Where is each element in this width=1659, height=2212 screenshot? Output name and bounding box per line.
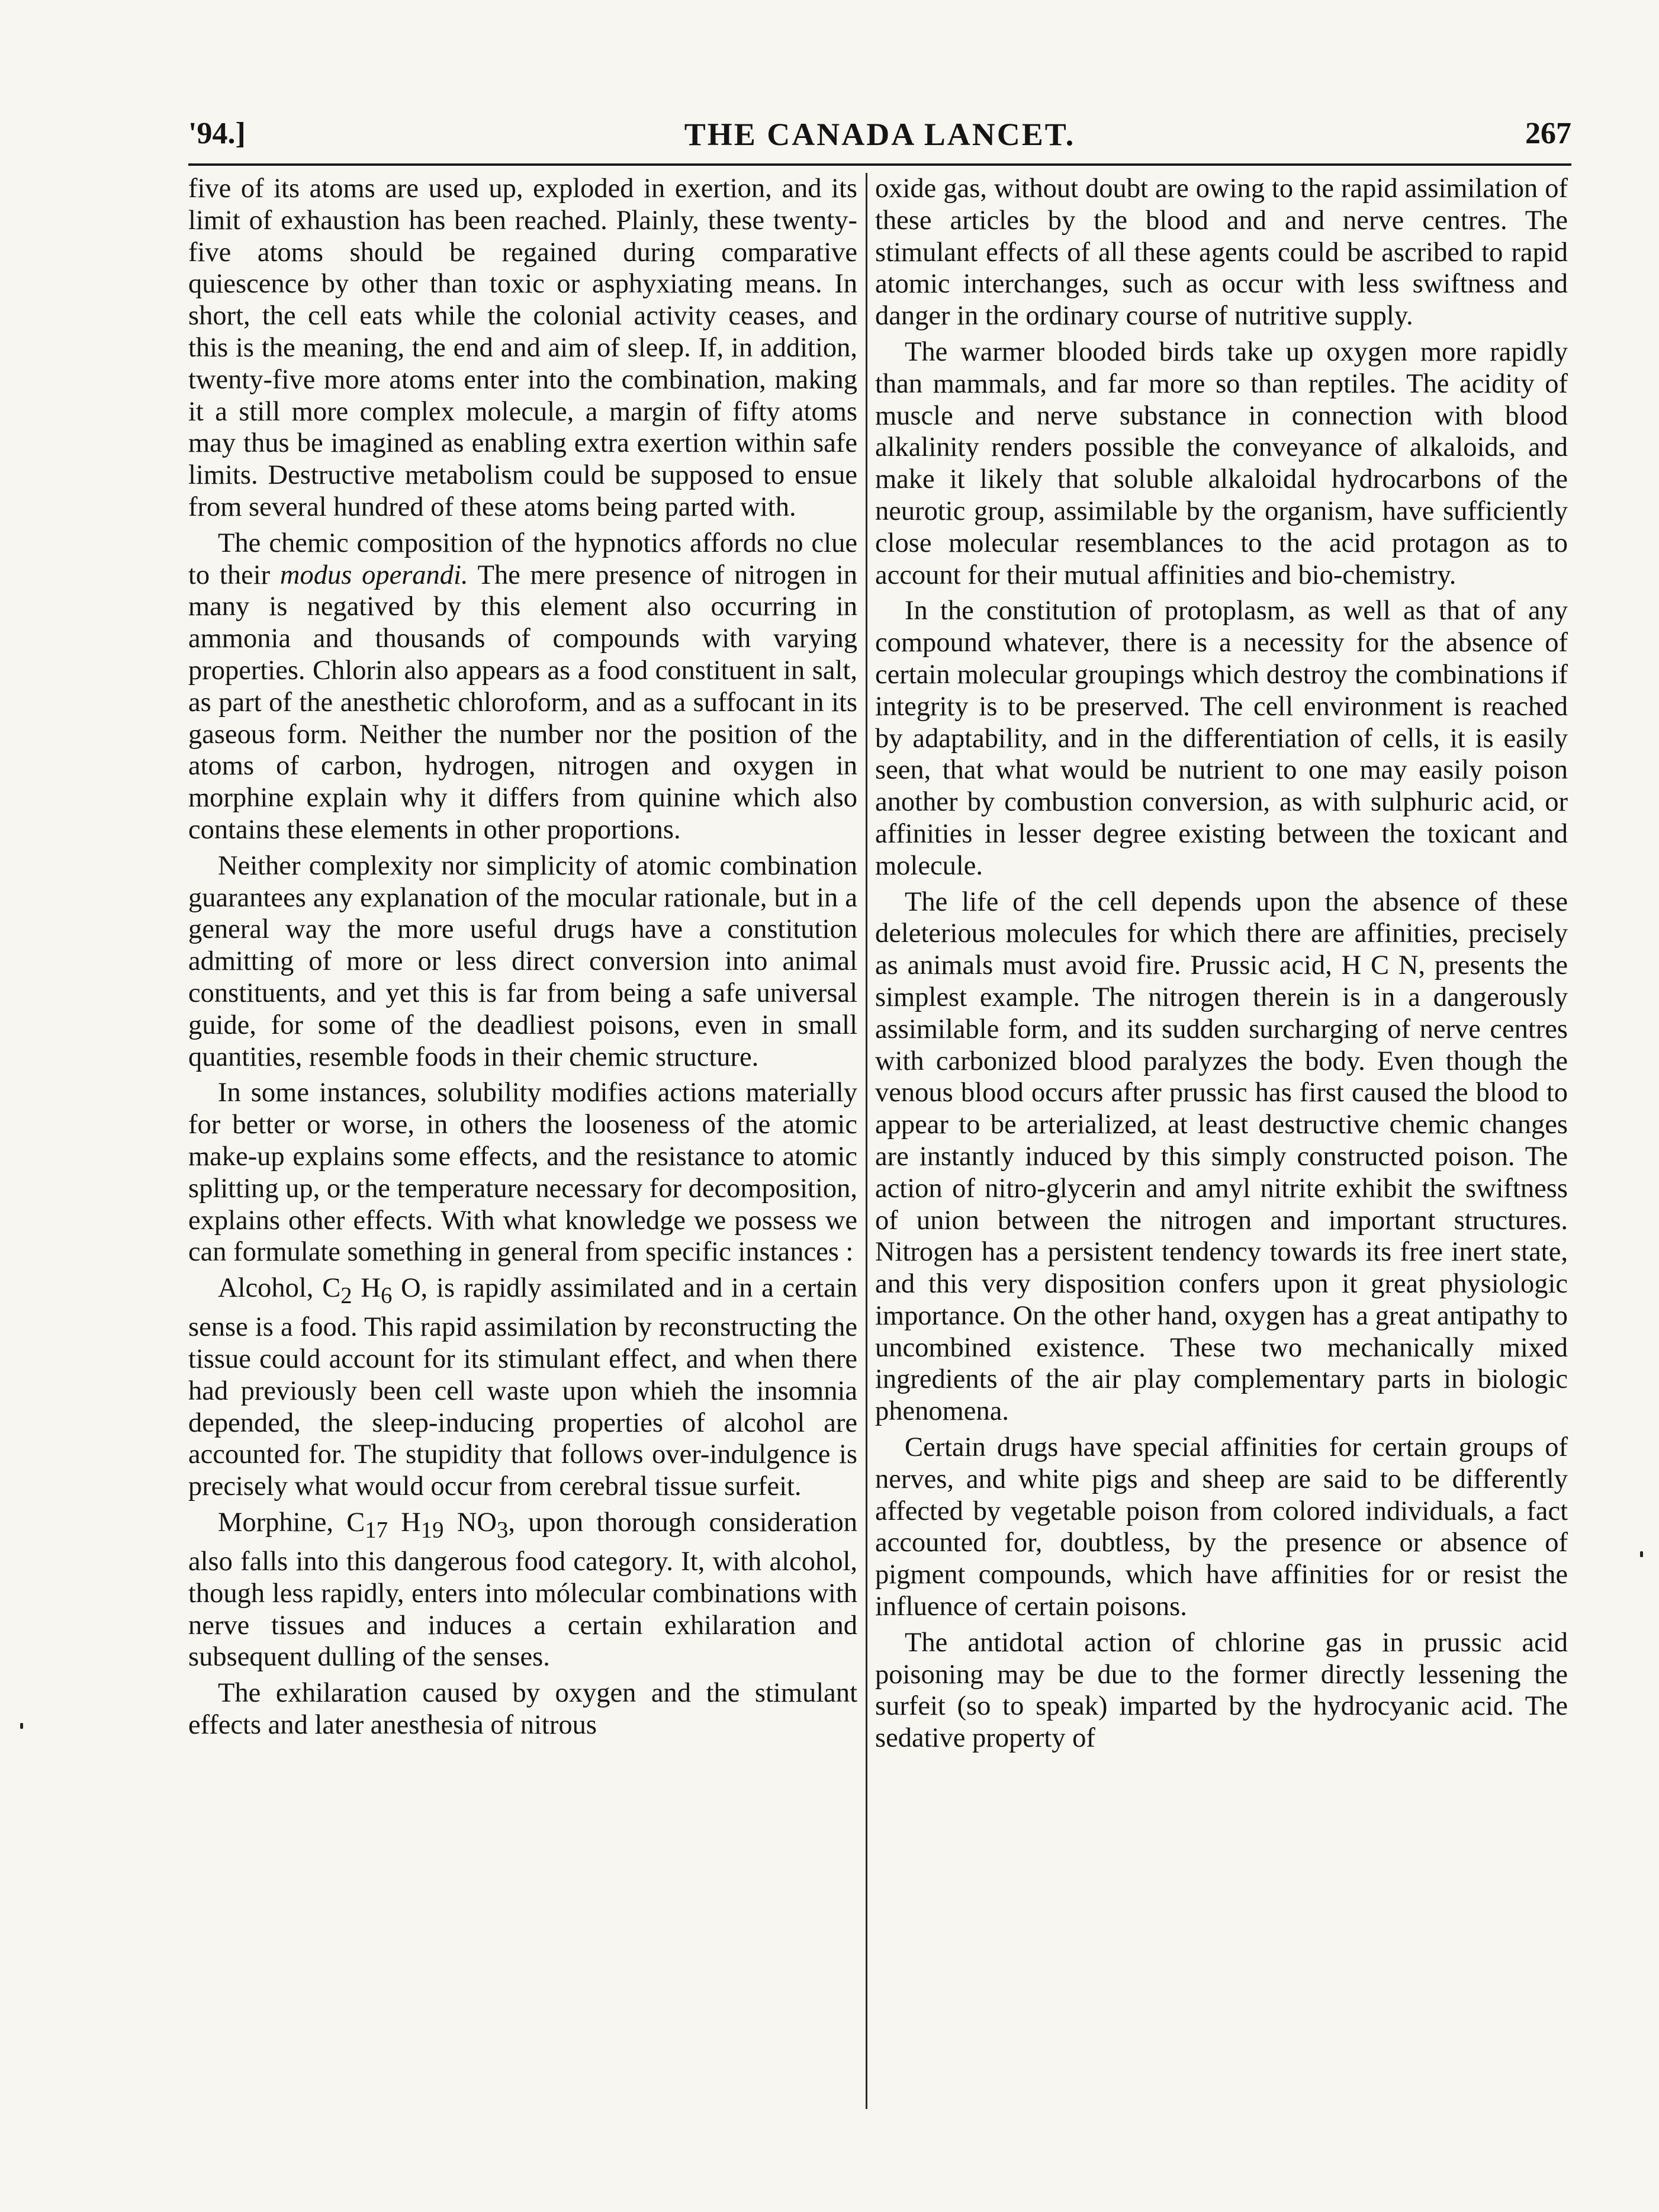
paragraph: The chemic composition of the hypnotics affords no clue to their modus operandi. The mere presence of nitrogen in many is negatived by this element also occurring in ammonia and thousands of compounds with varying properties. Chlorin also appears as a food constituent in salt, as part of the anesthetic chloroform, and as a suffocant in its gaseous form. Neither the number nor the position of the atoms of carbon, hydrogen, nitrogen and oxygen in morphine explain why it differs from quinine which also contains these elements in other proportions. — [188, 528, 857, 845]
paragraph: oxide gas, without doubt are owing to the rapid assimilation of these articles by the blood and and nerve centres. The stimulant effects of all these agents could be ascribed to rapid atomic interchanges, such as occur with less swiftness and danger in the ordinary course of nutritive supply. — [875, 173, 1568, 332]
italic-term: modus operandi. — [279, 560, 468, 590]
paragraph: The warmer blooded birds take up oxygen more rapidly than mammals, and far more so than reptiles. The acidity of muscle and nerve substance in connection with blood alkalinity renders possible the conveyance of alkaloids, and make it likely that soluble alkaloidal hydrocarbons of the neurotic group, assimilable by the organism, have sufficiently close molecular resemblances to the acid protagon as to account for their mutual affinities and bio-chemistry. — [875, 336, 1568, 590]
header-year: '94.] — [188, 117, 246, 150]
header-rule — [188, 163, 1571, 166]
paragraph-morphine: Morphine, $C_{17}$ $H_{19}$ $NO_3$, upon thorough consideration also falls into this dangerous food category. It, with alcohol, though less rapidly, enters into mólecular combinations with nerve tissues and induces a certain exhilaration and subsequent dulling of the senses. — [188, 1507, 857, 1673]
paragraph: Neither complexity nor simplicity of atomic combination guarantees any explanation of the mocular rationale, but in a general way the more useful drugs have a constitution admitting of more or less direct conversion into animal constituents, and yet this is far from being a safe universal guide, for some of the deadliest poisons, even in small quantities, resemble foods in their chemic structure. — [188, 850, 857, 1072]
paragraph: The exhilaration caused by oxygen and the stimulant effects and later anesthesia of nitrous — [188, 1678, 857, 1741]
paragraph: In the constitution of protoplasm, as well as that of any compound whatever, there is a necessity for the absence of certain molecular groupings which destroy the combinations if integrity is to be preserved. The cell environment is reached by adaptability, and in the differentiation of cells, it is easily seen, that what would be nutrient to one may easily poison another by combustion conversion, as with sulphuric acid, or affinities in lesser degree existing between the toxicant and molecule. — [875, 596, 1568, 881]
paragraph: In some instances, solubility modifies actions materially for better or worse, in others the looseness of the atomic make-up explains some effects, and the resistance to atomic splitting up, or the temperature necessary for decomposition, explains other effects. With what knowledge we possess we can formulate something in general from specific instances : — [188, 1078, 857, 1268]
paragraph: The antidotal action of chlorine gas in prussic acid poisoning may be due to the former directly lessening the surfeit (so to speak) imparted by the hydrocyanic acid. The sedative property of — [875, 1627, 1568, 1754]
margin-speck — [1640, 1551, 1643, 1557]
margin-speck — [20, 1723, 23, 1729]
paragraph: The life of the cell depends upon the absence of these deleterious molecules for which there are affinities, precisely as animals must avoid fire. Prussic acid, H C N, presents the simplest example. The nitrogen therein is in a dangerously assimilable form, and its sudden surcharging of nerve centres with carbonized blood paralyzes the body. Even though the venous blood occurs after prussic has first caused the blood to appear to be arterialized, at least destructive chemic changes are instantly induced by this simply constructed poison. The action of nitro-glycerin and amyl nitrite exhibit the swiftness of union between the nitrogen and important structures. Nitrogen has a persistent tendency towards its free inert state, and this very disposition confers upon it great physiologic importance. On the other hand, oxygen has a great antipathy to uncombined existence. These two mechanically mixed ingredients of the air play complementary parts in biologic phenomena. — [875, 886, 1568, 1427]
paragraph: Certain drugs have special affinities for certain groups of nerves, and white pigs and sheep are said to be differently affected by vegetable poison from colored individuals, a fact accounted for, doubtless, by the presence or absence of pigment compounds, which have affinities for or resist the influence of certain poisons. — [875, 1432, 1568, 1622]
running-header — [188, 116, 1571, 163]
paragraph-alcohol: Alcohol, $C_2$ $H_6$ O, is rapidly assimilated and in a certain sense is a food. This rapid assimilation by reconstructing the tissue could account for its stimulant effect, and when there had previously been cell waste upon whieh the insomnia depended, the sleep-inducing properties of alcohol are accounted for. The stupidity that follows over-indulgence is precisely what would occur from cerebral tissue surfeit. — [188, 1273, 857, 1502]
journal-title: THE CANADA LANCET. — [684, 117, 1076, 152]
paragraph: five of its atoms are used up, exploded in exertion, and its limit of exhaustion has been reached. Plainly, these twenty-five atoms should be regained during comparative quiescence by other than toxic or asphyxiating means. In short, the cell eats while the colonial activity ceases, and this is the meaning, the end and aim of sleep. If, in addition, twenty-five more atoms enter into the combination, making it a still more complex molecule, a margin of fifty atoms may thus be imagined as enabling extra exertion within safe limits. Destructive metabolism could be supposed to ensue from several hundred of these atoms being parted with. — [188, 173, 857, 522]
left-column — [188, 173, 857, 1745]
column-divider — [866, 173, 867, 2109]
right-column — [875, 173, 1568, 1758]
page-number: 267 — [1525, 117, 1571, 150]
